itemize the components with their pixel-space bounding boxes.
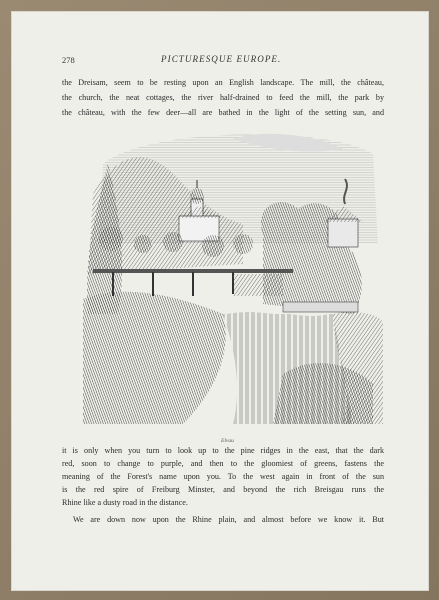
illustration-caption: Elvau [221, 438, 234, 444]
body-line: it is only when you turn to look up to the pine ridges in the east, that the dark [62, 446, 384, 455]
body-line: is the red spire of Freiburg Minster, and beyond the rich Breisgau runs the [62, 485, 384, 494]
running-title: PICTURESQUE EUROPE. [161, 54, 282, 64]
body-line: the church, the neat cottages, the river half-drained to feed the mill, the park by [62, 93, 384, 102]
engraving-illustration [83, 124, 383, 424]
paragraph-start: We are down now upon the Rhine plain, and almost before we know it. But [73, 515, 384, 524]
body-line: meaning of the Forest's name upon you. To the west again in front of the sun [62, 472, 384, 481]
page-number: 278 [62, 55, 75, 65]
book-page [11, 11, 429, 591]
body-line: red, soon to change to purple, and then to the gloomiest of greens, fastens the [62, 459, 384, 468]
body-line: the Dreisam, seem to be resting upon an English landscape. The mill, the château, [62, 78, 384, 87]
body-line: Rhine like a dusty road in the distance. [62, 498, 188, 507]
body-line: the château, with the few deer—all are bathed in the light of the setting sun, and [62, 108, 384, 117]
